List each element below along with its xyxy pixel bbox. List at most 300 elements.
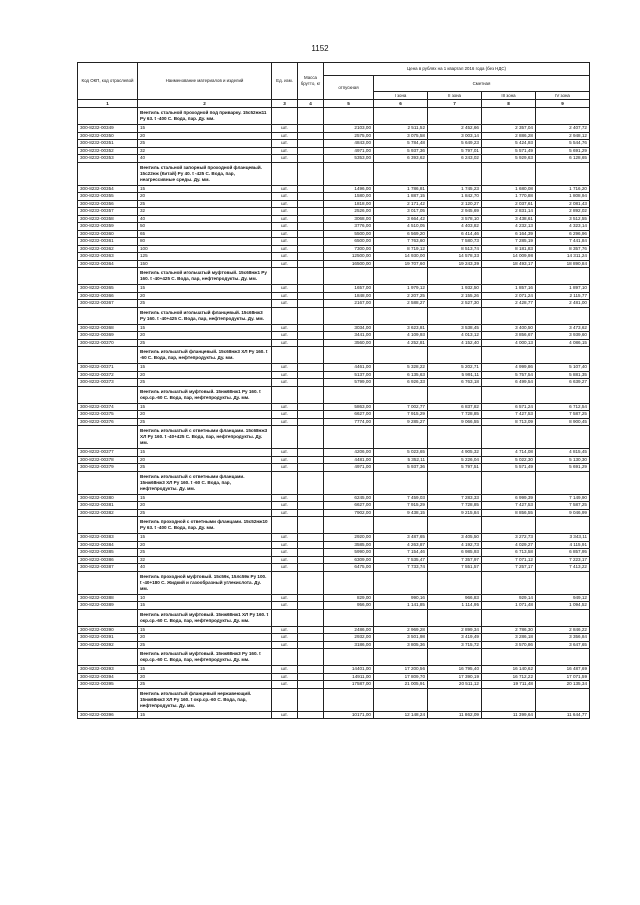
okp-code: 300-8232-00360 (78, 230, 138, 238)
price-zone1: 9 285,27 (374, 418, 428, 426)
col-number: 5 (324, 100, 374, 108)
table-row (78, 449, 590, 457)
empty-cell (536, 688, 590, 711)
unit: шт. (272, 411, 298, 419)
empty-cell (482, 268, 536, 285)
price-release: 3068,00 (324, 215, 374, 223)
okp-code: 300-8232-00365 (78, 285, 138, 293)
price-zone2: 2 945,69 (428, 208, 482, 216)
price-release: 6500,00 (324, 238, 374, 246)
price-zone1: 3 623,81 (374, 324, 428, 332)
diameter: 25 (138, 418, 272, 426)
unit: шт. (272, 140, 298, 148)
table-row (78, 208, 590, 216)
okp-code: 300-8232-00363 (78, 253, 138, 261)
header-zone4: IV зона (536, 92, 590, 100)
price-zone2: 14 578,33 (428, 253, 482, 261)
price-zone2: 5 991,11 (428, 371, 482, 379)
okp-code: 300-8232-00354 (78, 185, 138, 193)
price-zone1: 2 511,52 (374, 125, 428, 133)
price-zone1: 3 805,36 (374, 641, 428, 649)
price-release: 829,00 (324, 594, 374, 602)
price-release: 16500,00 (324, 260, 374, 268)
price-zone3: 5 424,93 (482, 140, 536, 148)
price-zone3: 4 000,13 (482, 339, 536, 347)
table-row (78, 132, 590, 140)
col-number: 1 (78, 100, 138, 108)
diameter: 20 (138, 673, 272, 681)
empty-cell (374, 649, 428, 666)
mass-cell (298, 549, 324, 557)
unit: шт. (272, 602, 298, 610)
mass-cell (298, 253, 324, 261)
table-row (78, 292, 590, 300)
mass-cell (298, 215, 324, 223)
mass-cell (298, 238, 324, 246)
group-row (78, 307, 590, 324)
empty-cell (536, 649, 590, 666)
mass-cell (298, 502, 324, 510)
empty-cell (78, 162, 138, 185)
price-zone3: 7 427,53 (482, 502, 536, 510)
diameter: 65 (138, 230, 272, 238)
price-zone3: 18 493,17 (482, 260, 536, 268)
price-zone4: 6 296,96 (536, 230, 590, 238)
unit: шт. (272, 626, 298, 634)
header-estimate: Сметная (374, 76, 590, 92)
mass-cell (298, 626, 324, 634)
empty-cell (324, 268, 374, 285)
group-row (78, 688, 590, 711)
diameter: 20 (138, 634, 272, 642)
mass-cell (298, 339, 324, 347)
price-zone2: 3 405,50 (428, 534, 482, 542)
price-zone1: 12 148,24 (374, 711, 428, 719)
price-release: 6627,00 (324, 411, 374, 419)
mass-cell (298, 711, 324, 719)
price-zone4: 3 512,55 (536, 215, 590, 223)
empty-cell (272, 471, 298, 494)
price-zone1: 7 763,60 (374, 238, 428, 246)
empty-cell (78, 108, 138, 125)
diameter: 20 (138, 541, 272, 549)
group-title: Вентиль игольчатый с ответными фланцами. 15нж68нж3 ХЛ Ру 160. t -60 С. Вода, пар, нефтепродукты. Ду. мм. (138, 471, 272, 494)
price-zone2: 2 527,30 (428, 300, 482, 308)
diameter: 20 (138, 502, 272, 510)
empty-cell (374, 609, 428, 626)
empty-cell (482, 162, 536, 185)
price-zone3: 7 285,19 (482, 238, 536, 246)
mass-cell (298, 379, 324, 387)
price-zone3: 5 929,63 (482, 155, 536, 163)
price-zone2: 5 226,04 (428, 456, 482, 464)
price-zone2: 1 745,23 (428, 185, 482, 193)
diameter: 20 (138, 456, 272, 464)
price-zone2: 9 066,55 (428, 418, 482, 426)
unit: шт. (272, 681, 298, 689)
unit: шт. (272, 641, 298, 649)
okp-code: 300-8232-00379 (78, 464, 138, 472)
price-zone4: 5 544,76 (536, 140, 590, 148)
price-zone2: 8 513,74 (428, 245, 482, 253)
price-zone1: 17 200,56 (374, 666, 428, 674)
empty-cell (298, 609, 324, 626)
okp-code: 300-8232-00394 (78, 673, 138, 681)
price-zone4: 6 857,95 (536, 549, 590, 557)
group-title: Вентиль игольчатый муфтовый. 15нж68нж1 Ру 160. t окр.ср.-60 С. Вода, пар, нефтепродукты. Ду. мм. (138, 386, 272, 403)
group-title: Вентиль стальной проходной под приварку. 15с52нж11 Ру 63. t -400 С. Вода, пар. Ду. мм. (138, 108, 272, 125)
mass-cell (298, 292, 324, 300)
mass-cell (298, 371, 324, 379)
price-release: 5799,00 (324, 379, 374, 387)
header-price-caption: Цена в рублях на 1 квартал 2016 года (без НДС) (324, 63, 590, 76)
price-zone4: 7 587,25 (536, 411, 590, 419)
okp-code: 300-8232-00377 (78, 449, 138, 457)
table-row (78, 324, 590, 332)
okp-code: 300-8232-00396 (78, 711, 138, 719)
empty-cell (298, 307, 324, 324)
empty-cell (428, 386, 482, 403)
empty-cell (482, 386, 536, 403)
diameter: 15 (138, 324, 272, 332)
col-number: 4 (298, 100, 324, 108)
diameter: 25 (138, 681, 272, 689)
price-zone1: 3 664,42 (374, 215, 428, 223)
price-zone4: 5 691,29 (536, 147, 590, 155)
empty-cell (324, 649, 374, 666)
price-zone2: 2 120,27 (428, 200, 482, 208)
table-row (78, 364, 590, 372)
okp-code: 300-8232-00368 (78, 324, 138, 332)
mass-cell (298, 411, 324, 419)
empty-cell (324, 571, 374, 594)
price-zone2: 9 215,84 (428, 509, 482, 517)
price-zone4: 2 407,72 (536, 125, 590, 133)
group-title: Вентиль стальной игольчатый муфтовый. 15с68нж1 Ру 160. t -40+425 С. Вода, пар, нефтепродукты. Ду. мм. (138, 268, 272, 285)
price-zone1: 5 023,65 (374, 449, 428, 457)
col-number: 2 (138, 100, 272, 108)
price-release: 3186,00 (324, 641, 374, 649)
header-zone1: I зона (374, 92, 428, 100)
okp-code: 300-8232-00387 (78, 564, 138, 572)
okp-code: 300-8232-00351 (78, 140, 138, 148)
diameter: 32 (138, 556, 272, 564)
price-release: 3441,00 (324, 332, 374, 340)
price-zone3: 1 680,08 (482, 185, 536, 193)
table-row (78, 403, 590, 411)
table-row (78, 711, 590, 719)
okp-code: 300-8232-00376 (78, 418, 138, 426)
price-zone1: 7 733,74 (374, 564, 428, 572)
price-release: 3585,00 (324, 541, 374, 549)
price-zone2: 3 419,49 (428, 634, 482, 642)
price-zone4: 1 094,52 (536, 602, 590, 610)
empty-cell (428, 609, 482, 626)
price-zone3: 5 022,30 (482, 456, 536, 464)
mass-cell (298, 132, 324, 140)
okp-code: 300-8232-00383 (78, 534, 138, 542)
price-zone2: 7 580,73 (428, 238, 482, 246)
empty-cell (78, 571, 138, 594)
price-zone2: 2 155,26 (428, 292, 482, 300)
diameter: 15 (138, 285, 272, 293)
diameter: 25 (138, 379, 272, 387)
okp-code: 300-8232-00388 (78, 594, 138, 602)
price-release: 5137,00 (324, 371, 374, 379)
price-zone2: 7 728,85 (428, 502, 482, 510)
unit: шт. (272, 418, 298, 426)
price-zone4: 6 712,54 (536, 403, 590, 411)
group-title: Вентиль стальной игольчатый фланцевый. 15с68нж3 Ру 160. t -40+425 С. Вода, пар, нефтепродукты. Ду. мм. (138, 307, 272, 324)
unit: шт. (272, 215, 298, 223)
okp-code: 300-8232-00390 (78, 626, 138, 634)
empty-cell (536, 386, 590, 403)
diameter: 40 (138, 155, 272, 163)
price-zone4: 8 900,45 (536, 418, 590, 426)
price-zone4: 7 587,25 (536, 502, 590, 510)
price-zone4: 2 846,22 (536, 626, 590, 634)
diameter: 20 (138, 132, 272, 140)
empty-cell (78, 426, 138, 449)
diameter: 125 (138, 253, 272, 261)
table-row (78, 147, 590, 155)
empty-cell (272, 571, 298, 594)
unit: шт. (272, 200, 298, 208)
price-zone1: 5 328,22 (374, 364, 428, 372)
price-zone3: 6 164,39 (482, 230, 536, 238)
mass-cell (298, 125, 324, 133)
price-zone1: 1 887,15 (374, 193, 428, 201)
price-zone4: 4 086,15 (536, 339, 590, 347)
price-zone1: 4 510,05 (374, 223, 428, 231)
empty-cell (536, 426, 590, 449)
group-row (78, 517, 590, 534)
empty-cell (298, 268, 324, 285)
group-row (78, 471, 590, 494)
price-zone3: 4 029,27 (482, 541, 536, 549)
price-zone4: 949,12 (536, 594, 590, 602)
price-table (77, 62, 590, 719)
price-zone1: 4 109,93 (374, 332, 428, 340)
price-release: 4206,00 (324, 449, 374, 457)
empty-cell (298, 649, 324, 666)
price-zone1: 1 979,12 (374, 285, 428, 293)
price-zone4: 2 948,12 (536, 132, 590, 140)
okp-code: 300-8232-00350 (78, 132, 138, 140)
price-zone3: 2 786,30 (482, 626, 536, 634)
price-release: 6627,00 (324, 502, 374, 510)
price-zone4: 3 356,84 (536, 634, 590, 642)
empty-cell (536, 108, 590, 125)
price-zone3: 8 713,09 (482, 418, 536, 426)
price-release: 2920,00 (324, 534, 374, 542)
unit: шт. (272, 634, 298, 642)
empty-cell (272, 517, 298, 534)
price-zone2: 5 649,23 (428, 140, 482, 148)
mass-cell (298, 666, 324, 674)
empty-cell (536, 471, 590, 494)
empty-cell (482, 426, 536, 449)
diameter: 25 (138, 464, 272, 472)
price-zone4: 3 343,11 (536, 534, 590, 542)
unit: шт. (272, 456, 298, 464)
mass-cell (298, 300, 324, 308)
header-mass: Масса брутто, кг (298, 63, 324, 100)
mass-cell (298, 285, 324, 293)
price-release: 14401,00 (324, 666, 374, 674)
price-zone3: 3 286,18 (482, 634, 536, 642)
price-zone4: 5 107,40 (536, 364, 590, 372)
price-zone2: 1 932,50 (428, 285, 482, 293)
price-zone2: 3 578,10 (428, 215, 482, 223)
price-zone1: 3 075,58 (374, 132, 428, 140)
empty-cell (536, 517, 590, 534)
price-release: 4971,00 (324, 464, 374, 472)
price-zone2: 17 390,19 (428, 673, 482, 681)
price-zone3: 2 071,24 (482, 292, 536, 300)
mass-cell (298, 418, 324, 426)
price-zone3: 929,14 (482, 594, 536, 602)
okp-code: 300-8232-00359 (78, 223, 138, 231)
price-zone4: 2 481,00 (536, 300, 590, 308)
col-number: 6 (374, 100, 428, 108)
price-zone3: 6 499,54 (482, 379, 536, 387)
price-zone1: 6 393,62 (374, 155, 428, 163)
price-zone1: 4 252,81 (374, 339, 428, 347)
price-zone3: 11 399,64 (482, 711, 536, 719)
empty-cell (78, 268, 138, 285)
mass-cell (298, 556, 324, 564)
table-row (78, 634, 590, 642)
price-release: 4843,00 (324, 140, 374, 148)
unit: шт. (272, 230, 298, 238)
price-release: 1496,00 (324, 185, 374, 193)
unit: шт. (272, 300, 298, 308)
diameter: 20 (138, 332, 272, 340)
group-row (78, 571, 590, 594)
diameter: 25 (138, 509, 272, 517)
empty-cell (272, 649, 298, 666)
price-zone3: 4 232,13 (482, 223, 536, 231)
price-release: 5863,00 (324, 403, 374, 411)
col-number: 3 (272, 100, 298, 108)
empty-cell (536, 162, 590, 185)
okp-code: 300-8232-00392 (78, 641, 138, 649)
mass-cell (298, 594, 324, 602)
price-release: 3776,00 (324, 223, 374, 231)
okp-code: 300-8232-00361 (78, 238, 138, 246)
price-zone3: 6 999,39 (482, 494, 536, 502)
price-zone2: 4 403,82 (428, 223, 482, 231)
price-zone2: 6 985,93 (428, 549, 482, 557)
price-release: 7300,00 (324, 245, 374, 253)
price-release: 6475,00 (324, 564, 374, 572)
empty-cell (324, 426, 374, 449)
price-zone2: 5 202,71 (428, 364, 482, 372)
price-zone4: 1 716,20 (536, 185, 590, 193)
okp-code: 300-8232-00369 (78, 332, 138, 340)
price-zone3: 5 757,54 (482, 371, 536, 379)
price-zone2: 6 837,82 (428, 403, 482, 411)
empty-cell (482, 649, 536, 666)
price-zone3: 14 009,98 (482, 253, 536, 261)
empty-cell (482, 688, 536, 711)
diameter: 150 (138, 260, 272, 268)
diameter: 80 (138, 238, 272, 246)
price-zone3: 6 571,24 (482, 403, 536, 411)
group-title: Вентиль игольчатый муфтовый. 15нж68нж3 Ру 160. t окр.ср.-60 С. Вода, пар, нефтепродукты. Ду. мм. (138, 649, 272, 666)
price-zone1: 8 719,12 (374, 245, 428, 253)
table-row (78, 502, 590, 510)
price-zone3: 8 856,55 (482, 509, 536, 517)
price-release: 1657,00 (324, 285, 374, 293)
price-zone2: 19 243,39 (428, 260, 482, 268)
table-row (78, 285, 590, 293)
empty-cell (428, 426, 482, 449)
mass-cell (298, 193, 324, 201)
price-zone1: 6 135,63 (374, 371, 428, 379)
price-zone1: 7 535,47 (374, 556, 428, 564)
col-number: 8 (482, 100, 536, 108)
price-zone3: 16 140,62 (482, 666, 536, 674)
diameter: 100 (138, 245, 272, 253)
price-zone3: 2 428,77 (482, 300, 536, 308)
header-release: отпускная (324, 76, 374, 100)
mass-cell (298, 332, 324, 340)
table-row (78, 549, 590, 557)
price-zone1: 14 930,00 (374, 253, 428, 261)
price-zone1: 17 809,70 (374, 673, 428, 681)
empty-cell (482, 347, 536, 364)
table-row (78, 594, 590, 602)
mass-cell (298, 681, 324, 689)
table-row (78, 626, 590, 634)
price-zone4: 2 115,77 (536, 292, 590, 300)
diameter: 25 (138, 549, 272, 557)
table-row (78, 193, 590, 201)
empty-cell (482, 571, 536, 594)
empty-cell (272, 108, 298, 125)
price-zone3: 4 999,86 (482, 364, 536, 372)
empty-cell (374, 471, 428, 494)
table-row (78, 494, 590, 502)
price-zone1: 7 154,46 (374, 549, 428, 557)
price-zone4: 8 357,76 (536, 245, 590, 253)
empty-cell (482, 108, 536, 125)
price-release: 956,00 (324, 602, 374, 610)
price-zone4: 5 691,29 (536, 464, 590, 472)
empty-cell (374, 268, 428, 285)
unit: шт. (272, 185, 298, 193)
okp-code: 300-8232-00391 (78, 634, 138, 642)
price-release: 4461,00 (324, 364, 374, 372)
price-zone4: 17 071,59 (536, 673, 590, 681)
table-row (78, 260, 590, 268)
price-release: 7774,00 (324, 418, 374, 426)
price-zone2: 3 538,45 (428, 324, 482, 332)
diameter: 20 (138, 193, 272, 201)
okp-code: 300-8232-00389 (78, 602, 138, 610)
price-zone4: 9 046,99 (536, 509, 590, 517)
diameter: 15 (138, 364, 272, 372)
empty-cell (272, 347, 298, 364)
empty-cell (536, 609, 590, 626)
unit: шт. (272, 238, 298, 246)
empty-cell (324, 347, 374, 364)
group-row (78, 426, 590, 449)
price-zone2: 5 797,01 (428, 147, 482, 155)
diameter: 25 (138, 140, 272, 148)
